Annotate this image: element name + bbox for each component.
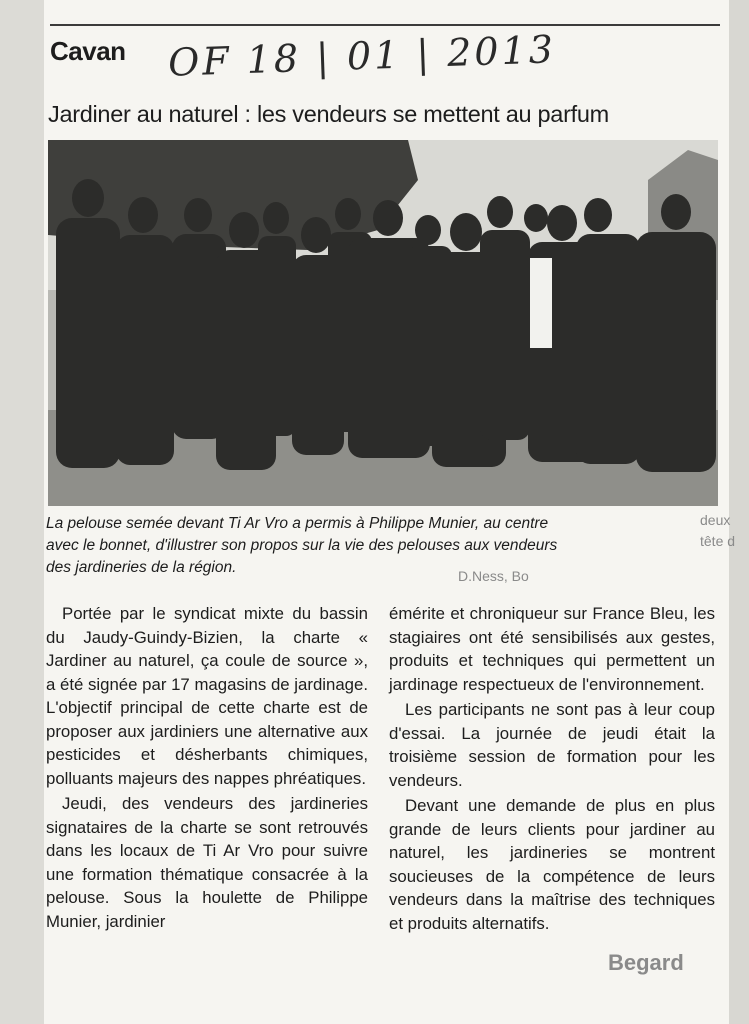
handwritten-date: OF 18 | 01 | 2013: [167, 27, 557, 85]
bleed-through-text: D.Ness, Bo: [458, 568, 529, 584]
section-rule: [50, 24, 720, 26]
bleed-through-text: Begard: [608, 950, 684, 975]
bleed-through-text: deux: [700, 512, 731, 528]
group-photo: [48, 140, 718, 506]
caption-line: des jardineries de la région.: [46, 559, 237, 576]
bleed-through-text: tête d: [700, 533, 736, 549]
article-paragraph: émérite et chroniqueur sur France Bleu, les stagiaires ont été sensibilisés aux gestes, produits et techniques qui permettent un jardinage respectueux de l'environnement.: [389, 604, 715, 694]
article-paragraph: Devant une demande de plus en plus grande de leurs clients pour jardiner au naturel, les jardineries se montrent soucieuses de la compétence de leurs vendeurs dans la maîtrise des techniques et produits alternatifs.: [389, 796, 715, 933]
article-paragraph: Jeudi, des vendeurs des jardineries signataires de la charte se sont retrouvés dans les locaux de Ti Ar Vro pour suivre une formation thématique consacrée à la pelouse. Sous la houlette de Philippe Munier, jardinier: [46, 794, 368, 931]
article-column-left: [46, 602, 368, 935]
article-column-right: [389, 602, 715, 937]
photo-caption: [46, 513, 686, 579]
article-paragraph: Les participants ne sont pas à leur coup d'essai. La journée de jeudi était la troisième session de formation pour les vendeurs.: [389, 700, 715, 790]
scan-right-margin: [729, 0, 749, 1024]
scan-left-margin: [0, 0, 44, 1024]
article-headline: Jardiner au naturel : les vendeurs se mettent au parfum: [48, 101, 609, 127]
article-paragraph: Portée par le syndicat mixte du bassin du Jaudy-Guindy-Bizien, la charte « Jardiner au naturel, ça coule de source », a été signée par 17 magasins de jardinage. L'objectif principal de cette charte est de proposer aux jardiniers une alternative aux pesticides et désherbants chimiques, polluants majeurs des nappes phréatiques.: [46, 604, 368, 788]
caption-line: La pelouse semée devant Ti Ar Vro a permis à Philippe Munier, au centre: [46, 515, 549, 532]
section-label: Cavan: [50, 36, 126, 66]
caption-line: avec le bonnet, d'illustrer son propos sur la vie des pelouses aux vendeurs: [46, 537, 558, 554]
